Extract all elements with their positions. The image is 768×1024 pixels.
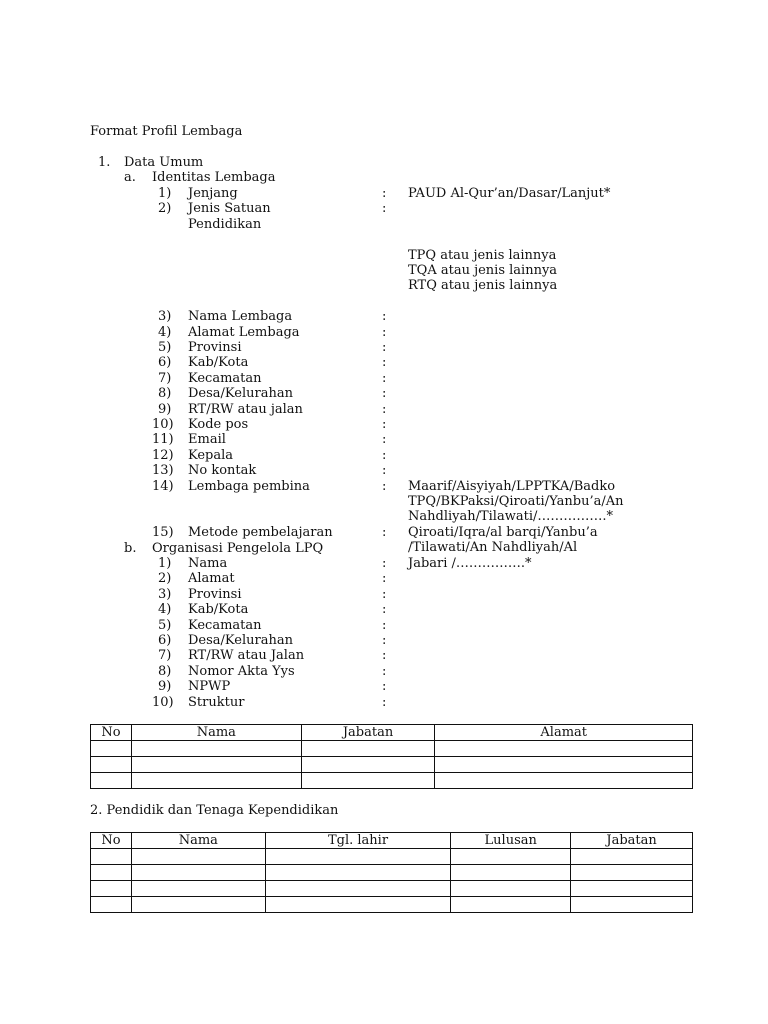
item-number: 14): [152, 478, 174, 494]
table-cell: [91, 741, 132, 757]
item-label: Jenis Satuan: [188, 201, 271, 217]
item-label: Provinsi: [188, 340, 242, 355]
item-number: 13): [152, 463, 174, 479]
item-colon: :: [382, 571, 387, 587]
item-value: TQA atau jenis lainnya: [408, 263, 558, 278]
item-number: 10): [152, 417, 174, 432]
table-row: [91, 773, 693, 789]
item-label: Struktur: [188, 694, 245, 710]
table-header-cell: No: [91, 725, 132, 741]
item-number: 1): [158, 556, 172, 571]
item-number: 3): [158, 586, 172, 602]
table-row: [91, 897, 693, 913]
item-value: /Tilawati/An Nahdliyah/Al: [408, 540, 578, 556]
item-number: 15): [152, 524, 174, 540]
item-label: Desa/Kelurahan: [188, 386, 293, 402]
item-colon: :: [382, 556, 387, 571]
sub-b-heading: Organisasi Pengelola LPQ: [152, 541, 324, 556]
item-number: 5): [158, 617, 172, 633]
table-cell: [131, 865, 265, 881]
table-row: [91, 741, 693, 757]
item-number: 9): [158, 679, 172, 695]
table-cell: [91, 773, 132, 789]
table-cell: [435, 741, 693, 757]
item-label: Jenjang: [188, 186, 238, 201]
item-label: Nama Lembaga: [188, 309, 293, 325]
item-label: No kontak: [188, 463, 257, 479]
item-label: Kab/Kota: [188, 355, 249, 371]
table-header-cell: Alamat: [435, 725, 693, 741]
table-cell: [451, 881, 571, 897]
item-value: Jabari /…………….*: [408, 555, 532, 571]
table-cell: [131, 849, 265, 865]
section-1-heading: Data Umum: [124, 155, 204, 170]
item-colon: :: [382, 417, 387, 432]
item-number: 7): [158, 370, 172, 386]
item-colon: :: [382, 386, 387, 402]
table-cell: [451, 865, 571, 881]
item-colon: :: [382, 340, 387, 355]
sub-a-heading: Identitas Lembaga: [152, 170, 276, 185]
table-cell: [131, 897, 265, 913]
sub-a-letter: a.: [124, 170, 136, 185]
table-cell: [91, 881, 132, 897]
table-cell: [451, 897, 571, 913]
item-label: Pendidikan: [188, 216, 262, 232]
item-value: Maarif/Aisyiyah/LPPTKA/Badko: [408, 478, 616, 494]
pendidik-table: [90, 832, 693, 913]
item-number: 12): [152, 447, 174, 463]
item-colon: :: [382, 355, 387, 371]
item-colon: :: [382, 694, 387, 710]
table-cell: [265, 881, 451, 897]
item-label: Metode pembelajaran: [188, 524, 333, 540]
item-number: 3): [158, 309, 172, 325]
item-label: Alamat Lembaga: [188, 324, 300, 340]
table-cell: [91, 865, 132, 881]
table-cell: [131, 741, 301, 757]
item-number: 10): [152, 694, 174, 710]
table-cell: [301, 773, 435, 789]
table-row: [91, 865, 693, 881]
item-value: RTQ atau jenis lainnya: [408, 278, 558, 294]
item-number: 8): [158, 386, 172, 402]
item-colon: :: [382, 586, 387, 602]
item-colon: :: [382, 309, 387, 325]
item-label: Kecamatan: [188, 617, 262, 633]
table-cell: [131, 881, 265, 897]
item-number: 4): [158, 324, 172, 340]
item-label: Nama: [188, 556, 228, 571]
item-number: 2): [158, 571, 172, 587]
item-number: 2): [158, 201, 172, 217]
table-cell: [131, 757, 301, 773]
table-cell: [435, 757, 693, 773]
item-colon: :: [382, 663, 387, 679]
item-number: 11): [152, 432, 174, 448]
item-label: Kepala: [188, 447, 234, 463]
table-cell: [91, 757, 132, 773]
section-1-number: 1.: [98, 155, 111, 170]
item-number: 8): [158, 663, 172, 679]
table-header-cell: Jabatan: [571, 833, 693, 849]
item-colon: :: [382, 648, 387, 664]
item-number: 4): [158, 602, 172, 618]
item-number: 6): [158, 355, 172, 371]
item-number: 7): [158, 648, 172, 664]
table-cell: [571, 881, 693, 897]
item-colon: :: [382, 186, 387, 201]
item-colon: :: [382, 633, 387, 648]
item-number: 6): [158, 633, 172, 648]
item-label: Lembaga pembina: [188, 478, 310, 494]
item-number: 1): [158, 186, 172, 201]
item-colon: :: [382, 324, 387, 340]
table-header-cell: Lulusan: [451, 833, 571, 849]
item-value: PAUD Al-Qur’an/Dasar/Lanjut*: [408, 186, 611, 201]
item-label: Alamat: [188, 571, 235, 587]
item-label: Email: [188, 432, 226, 448]
item-value: Qiroati/Iqra/al barqi/Yanbu’a: [408, 524, 598, 540]
item-colon: :: [382, 602, 387, 618]
table-header-cell: Tgl. lahir: [265, 833, 451, 849]
item-colon: :: [382, 370, 387, 386]
table-cell: [571, 897, 693, 913]
table-header-cell: Nama: [131, 833, 265, 849]
item-value: Nahdliyah/Tilawati/…………….*: [408, 509, 613, 525]
table-cell: [571, 849, 693, 865]
item-value: TPQ/BKPaksi/Qiroati/Yanbu’a/An: [408, 494, 624, 509]
item-label: Kab/Kota: [188, 602, 249, 618]
item-colon: :: [382, 524, 387, 540]
item-label: Desa/Kelurahan: [188, 633, 293, 648]
table-cell: [91, 849, 132, 865]
item-label: RT/RW atau Jalan: [188, 648, 305, 664]
item-label: Nomor Akta Yys: [188, 663, 295, 679]
table-cell: [265, 849, 451, 865]
item-colon: :: [382, 679, 387, 695]
table-cell: [91, 897, 132, 913]
item-colon: :: [382, 478, 387, 494]
struktur-table: [90, 724, 693, 789]
table-row: [91, 849, 693, 865]
table-cell: [435, 773, 693, 789]
item-label: RT/RW atau jalan: [188, 401, 303, 417]
item-label: Provinsi: [188, 586, 242, 602]
table-cell: [265, 897, 451, 913]
item-colon: :: [382, 447, 387, 463]
item-label: Kecamatan: [188, 370, 262, 386]
item-label: NPWP: [188, 679, 231, 695]
section-2-heading: 2. Pendidik dan Tenaga Kependidikan: [90, 803, 339, 818]
item-colon: :: [382, 432, 387, 448]
item-colon: :: [382, 201, 387, 217]
table-row: [91, 757, 693, 773]
item-number: 5): [158, 340, 172, 355]
item-number: 9): [158, 401, 172, 417]
page-title: Format Profil Lembaga: [90, 124, 243, 139]
table-row: [91, 881, 693, 897]
table-cell: [451, 849, 571, 865]
item-colon: :: [382, 401, 387, 417]
table-header-cell: No: [91, 833, 132, 849]
table-cell: [131, 773, 301, 789]
table-cell: [571, 865, 693, 881]
table-cell: [301, 741, 435, 757]
item-colon: :: [382, 463, 387, 479]
table-cell: [265, 865, 451, 881]
item-label: Kode pos: [188, 417, 249, 432]
table-header-cell: Nama: [131, 725, 301, 741]
table-cell: [301, 757, 435, 773]
sub-b-letter: b.: [124, 541, 137, 556]
item-colon: :: [382, 617, 387, 633]
item-value: TPQ atau jenis lainnya: [408, 247, 557, 263]
table-header-cell: Jabatan: [301, 725, 435, 741]
